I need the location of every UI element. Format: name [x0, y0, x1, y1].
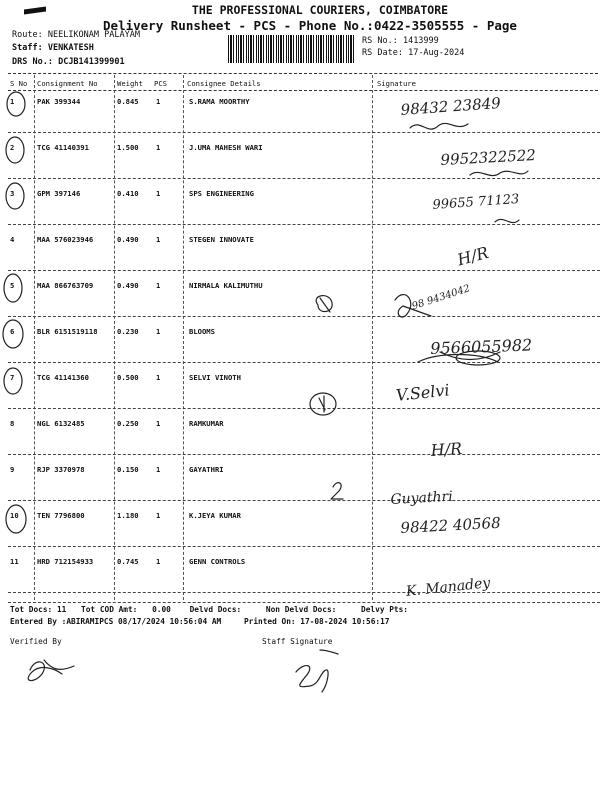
sno-circle-mark — [4, 368, 22, 394]
row-weight: 1.500 — [117, 143, 139, 152]
row-handwritten-signature: V.Selvi — [395, 380, 451, 405]
col-weight: Weight — [117, 79, 143, 88]
tot-cod-label: Tot COD Amt: — [81, 605, 138, 614]
row-handwritten-signature: K. Manadey — [405, 575, 491, 600]
tick-mark — [331, 483, 343, 499]
row-handwritten-signature: 9952322522 — [440, 146, 537, 169]
verified-signature — [28, 660, 74, 681]
row-pcs: 1 — [156, 465, 161, 474]
row-consignee: GENN CONTROLS — [189, 557, 246, 566]
row-consignment-no: MAA 866763709 — [37, 281, 94, 290]
row-sno: 1 — [10, 97, 15, 106]
row-consignment-no: RJP 3370978 — [37, 465, 85, 474]
row-handwritten-signature: H/R — [455, 242, 491, 270]
row-consignment-no: MAA 576023946 — [37, 235, 94, 244]
row-consignee: S.RAMA MOORTHY — [189, 97, 250, 106]
company-name: THE PROFESSIONAL COURIERS, COIMBATORE — [191, 3, 449, 17]
row-consignment-no: TCG 41141360 — [37, 373, 89, 382]
row-handwritten-signature: 98422 40568 — [400, 513, 502, 537]
row-sno: 2 — [10, 143, 15, 152]
delvd-docs-label: Delvd Docs: — [189, 605, 242, 614]
row-pcs: 1 — [156, 557, 161, 566]
sno-circle-marks — [3, 92, 26, 533]
row-weight: 0.150 — [117, 465, 139, 474]
row-consignee: NIRMALA KALIMUTHU — [189, 281, 263, 290]
row-weight: 0.490 — [117, 235, 139, 244]
col-signature: Signature — [377, 79, 416, 88]
row-consignee: GAYATHRI — [189, 465, 224, 474]
row-sno: 5 — [10, 281, 15, 290]
row-pcs: 1 — [156, 281, 161, 290]
sno-circle-mark — [6, 137, 24, 163]
row-sno: 6 — [10, 327, 15, 336]
signature-scribble — [470, 171, 528, 176]
row-consignee: K.JEYA KUMAR — [189, 511, 241, 520]
row-pcs: 1 — [156, 143, 161, 152]
route-label: Route: — [12, 30, 43, 40]
non-delvd-docs-label: Non Delvd Docs: — [265, 605, 337, 614]
row-handwritten-signature: 98 9434042 — [410, 283, 472, 313]
signature-scribble — [410, 123, 468, 129]
verified-by-label: Verified By — [10, 637, 62, 646]
row-handwritten-signature: 98432 23849 — [400, 94, 502, 119]
row-consignment-no: NGL 6132485 — [37, 419, 85, 428]
entered-by: Entered By :ABIRAMIPCS 08/17/2024 10:56:04 AM — [10, 617, 222, 626]
row-consignee: J.UMA MAHESH WARI — [189, 143, 263, 152]
row-handwritten-signature: 99655 71123 — [432, 191, 520, 213]
tot-docs-label: Tot Docs: — [10, 605, 53, 614]
tick-mark — [319, 396, 325, 412]
staff-signature-mark — [296, 650, 338, 692]
entry-line — [10, 617, 389, 626]
row-weight: 1.180 — [117, 511, 139, 520]
row-consignee: SPS ENGINEERING — [189, 189, 254, 198]
row-consignment-no: GPM 397146 — [37, 189, 81, 198]
staff-label: Staff: — [12, 43, 43, 53]
sno-circle-mark — [6, 183, 24, 209]
tot-docs-value: 11 — [56, 605, 67, 614]
sno-circle-mark — [7, 92, 25, 116]
row-consignment-no: BLR 6151519118 — [37, 327, 98, 336]
col-sno: S No — [10, 79, 28, 88]
staff-value: VENKATESH — [47, 43, 94, 53]
row-handwritten-signature: 9566055982 — [430, 335, 533, 358]
row-weight: 0.410 — [117, 189, 139, 198]
sno-circle-mark — [6, 505, 26, 533]
row-sno: 3 — [10, 189, 15, 198]
row-sno: 4 — [10, 235, 15, 244]
col-consignment: Consignment No — [37, 79, 98, 88]
row-consignee: BLOOMS — [189, 327, 215, 336]
row-consignment-no: TEN 7796800 — [37, 511, 85, 520]
row-consignee: RAMKUMAR — [189, 419, 224, 428]
row-sno: 8 — [10, 419, 15, 428]
footer-rule — [8, 602, 600, 603]
staff-signature-label: Staff Signature — [262, 637, 333, 646]
totals-line — [10, 605, 408, 614]
route-value: NEELIKONAM PALAYAM — [47, 30, 140, 40]
row-pcs: 1 — [156, 97, 161, 106]
row-consignment-no: HRD 712154933 — [37, 557, 94, 566]
row-weight: 0.250 — [117, 419, 139, 428]
row-handwritten-signature: H/R — [430, 438, 463, 460]
row-sno: 10 — [10, 511, 19, 520]
row-pcs: 1 — [156, 235, 161, 244]
tick-mark — [316, 296, 332, 312]
signature-scribble — [495, 219, 519, 222]
row-weight: 0.230 — [117, 327, 139, 336]
runsheet-title: Delivery Runsheet - PCS - Phone No.:0422-3505555 - Page — [103, 18, 517, 33]
rs-no-value: 1413999 — [402, 36, 439, 46]
col-pcs: PCS — [154, 79, 167, 88]
row-consignee: STEGEN INNOVATE — [189, 235, 254, 244]
row-weight: 0.500 — [117, 373, 139, 382]
drs-value: DCJB141399901 — [58, 57, 125, 67]
rs-date-label: RS Date: — [362, 48, 403, 58]
row-pcs: 1 — [156, 373, 161, 382]
row-pcs: 1 — [156, 327, 161, 336]
drs-label: DRS No.: — [12, 57, 53, 67]
sno-circle-mark — [3, 320, 23, 348]
row-weight: 0.745 — [117, 557, 139, 566]
tick-mark — [310, 393, 336, 415]
row-consignment-no: PAK 399344 — [37, 97, 81, 106]
col-consignee: Consignee Details — [187, 79, 261, 88]
sno-circle-mark — [4, 274, 22, 302]
row-weight: 0.845 — [117, 97, 139, 106]
row-sno: 9 — [10, 465, 15, 474]
rs-no-label: RS No.: — [362, 36, 398, 46]
row-pcs: 1 — [156, 419, 161, 428]
row-pcs: 1 — [156, 511, 161, 520]
row-consignment-no: TCG 41140391 — [37, 143, 89, 152]
row-weight: 0.490 — [117, 281, 139, 290]
printed-on: Printed On: 17-08-2024 10:56:17 — [243, 617, 390, 626]
tot-cod-value: 0.00 — [152, 605, 171, 614]
row-sno: 7 — [10, 373, 15, 382]
row-sno: 11 — [10, 557, 19, 566]
row-pcs: 1 — [156, 189, 161, 198]
rs-date-value: 17-Aug-2024 — [408, 48, 465, 58]
row-handwritten-signature: Guyathri — [390, 488, 454, 508]
delvy-pts-label: Delvy Pts: — [361, 605, 408, 614]
row-consignee: SELVI VINOTH — [189, 373, 241, 382]
